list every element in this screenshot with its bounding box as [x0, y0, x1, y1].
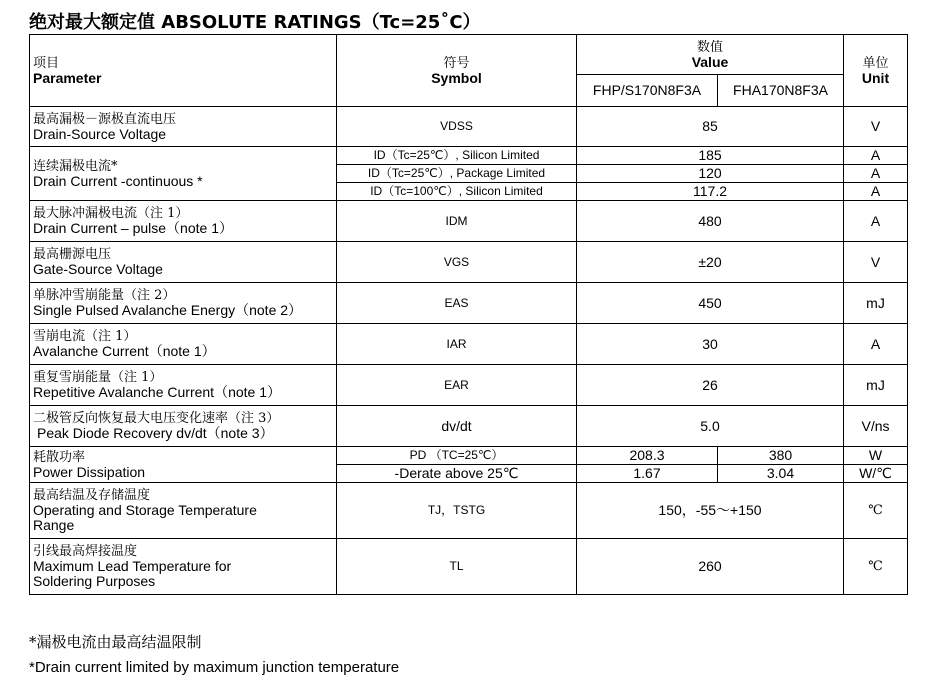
unit: V [844, 242, 908, 283]
header-value-en: Value [691, 53, 729, 70]
param-en: Drain Current – pulse（note 1） [33, 220, 233, 236]
absolute-ratings-table [29, 34, 908, 595]
param-cn: 二极管反向恢复最大电压变化速率（注 3） [33, 411, 280, 426]
header-unit-en: Unit [861, 69, 890, 86]
unit: mJ [844, 365, 908, 406]
param-cn: 雪崩电流（注 1） [33, 329, 137, 344]
symbol: -Derate above 25℃ [337, 465, 577, 483]
unit: A [844, 201, 908, 242]
symbol: PD （TC=25℃） [337, 447, 577, 465]
header-symbol [337, 35, 577, 107]
param-en: Gate-Source Voltage [33, 261, 163, 277]
param-en: Avalanche Current（note 1） [33, 343, 216, 359]
value: 5.0 [577, 406, 844, 447]
symbol: ID（Tc=25℃）, Silicon Limited [337, 147, 577, 165]
unit: V [844, 107, 908, 147]
value: 150，-55～+150 [577, 483, 844, 539]
header-col-fha: FHA170N8F3A [718, 75, 844, 107]
param-cn: 最高漏极－源极直流电压 [33, 111, 177, 127]
param-en: Repetitive Avalanche Current（note 1） [33, 384, 281, 400]
param-en: Drain-Source Voltage [33, 125, 167, 142]
value-fhp: 208.3 [577, 447, 718, 465]
table-row [30, 201, 908, 242]
table-row [30, 539, 908, 595]
page-title: 绝对最大额定值 ABSOLUTE RATINGS（Tc=25˚C） [29, 12, 481, 33]
unit: V/ns [844, 406, 908, 447]
symbol: TL [337, 539, 577, 595]
symbol: EAR [337, 365, 577, 406]
value-fhp: 1.67 [577, 465, 718, 483]
unit: W [844, 447, 908, 465]
param-cn: 引线最高焊接温度 [33, 544, 138, 559]
header-parameter-cn: 项目 [33, 55, 60, 71]
table-row [30, 147, 908, 165]
symbol: IAR [337, 324, 577, 365]
footnote-cn: *漏极电流由最高结温限制 [29, 633, 202, 651]
param-cn: 最高栅源电压 [33, 247, 112, 262]
header-row [30, 35, 908, 75]
symbol: dv/dt [337, 406, 577, 447]
value: ±20 [577, 242, 844, 283]
table-row [30, 365, 908, 406]
value: 117.2 [577, 183, 844, 201]
value: 26 [577, 365, 844, 406]
value: 120 [577, 165, 844, 183]
table-row [30, 447, 908, 465]
symbol: ID（Tc=100℃）, Silicon Limited [337, 183, 577, 201]
table-row [30, 242, 908, 283]
table-row [30, 324, 908, 365]
header-parameter [30, 35, 337, 107]
unit: W/℃ [844, 465, 908, 483]
table-row [30, 283, 908, 324]
unit: ℃ [844, 539, 908, 595]
header-parameter-en: Parameter [33, 69, 102, 86]
param-en: Operating and Storage Temperature Range [33, 502, 257, 533]
unit: A [844, 183, 908, 201]
symbol: IDM [337, 201, 577, 242]
param-cn: 连续漏极电流* [33, 158, 118, 174]
table-row [30, 107, 908, 147]
unit: A [844, 147, 908, 165]
symbol: VGS [337, 242, 577, 283]
header-unit-cn: 单位 [862, 55, 889, 71]
param-en: Power Dissipation [33, 463, 146, 480]
value: 260 [577, 539, 844, 595]
table-row [30, 483, 908, 539]
header-symbol-cn: 符号 [443, 55, 470, 71]
param-en: Drain Current -continuous * [33, 172, 203, 189]
value-fha: 3.04 [718, 465, 844, 483]
value-fha: 380 [718, 447, 844, 465]
value: 480 [577, 201, 844, 242]
header-value [577, 35, 844, 75]
value: 450 [577, 283, 844, 324]
unit: A [844, 324, 908, 365]
param-cn: 重复雪崩能量（注 1） [33, 370, 163, 385]
table-row [30, 406, 908, 447]
unit: mJ [844, 283, 908, 324]
header-symbol-en: Symbol [431, 69, 482, 86]
symbol: TJ，TSTG [337, 483, 577, 539]
value: 30 [577, 324, 844, 365]
param-en: Maximum Lead Temperature for Soldering Purposes [33, 558, 232, 589]
symbol: VDSS [337, 107, 577, 147]
param-cn: 最大脉冲漏极电流（注 1） [33, 206, 189, 221]
param-en: Peak Diode Recovery dv/dt（note 3） [37, 425, 274, 441]
param-cn: 最高结温及存储温度 [33, 488, 151, 503]
value: 185 [577, 147, 844, 165]
header-col-fhp: FHP/S170N8F3A [577, 75, 718, 107]
header-value-cn: 数值 [696, 39, 723, 55]
param-en: Single Pulsed Avalanche Energy（note 2） [33, 302, 303, 318]
header-unit [844, 35, 908, 107]
symbol: ID（Tc=25℃）, Package Limited [337, 165, 577, 183]
param-cn: 单脉冲雪崩能量（注 2） [33, 288, 176, 303]
unit: ℃ [844, 483, 908, 539]
unit: A [844, 165, 908, 183]
footnote-en: *Drain current limited by maximum junction temperature [29, 659, 400, 676]
value: 85 [577, 107, 844, 147]
symbol: EAS [337, 283, 577, 324]
param-cn: 耗散功率 [33, 449, 86, 465]
